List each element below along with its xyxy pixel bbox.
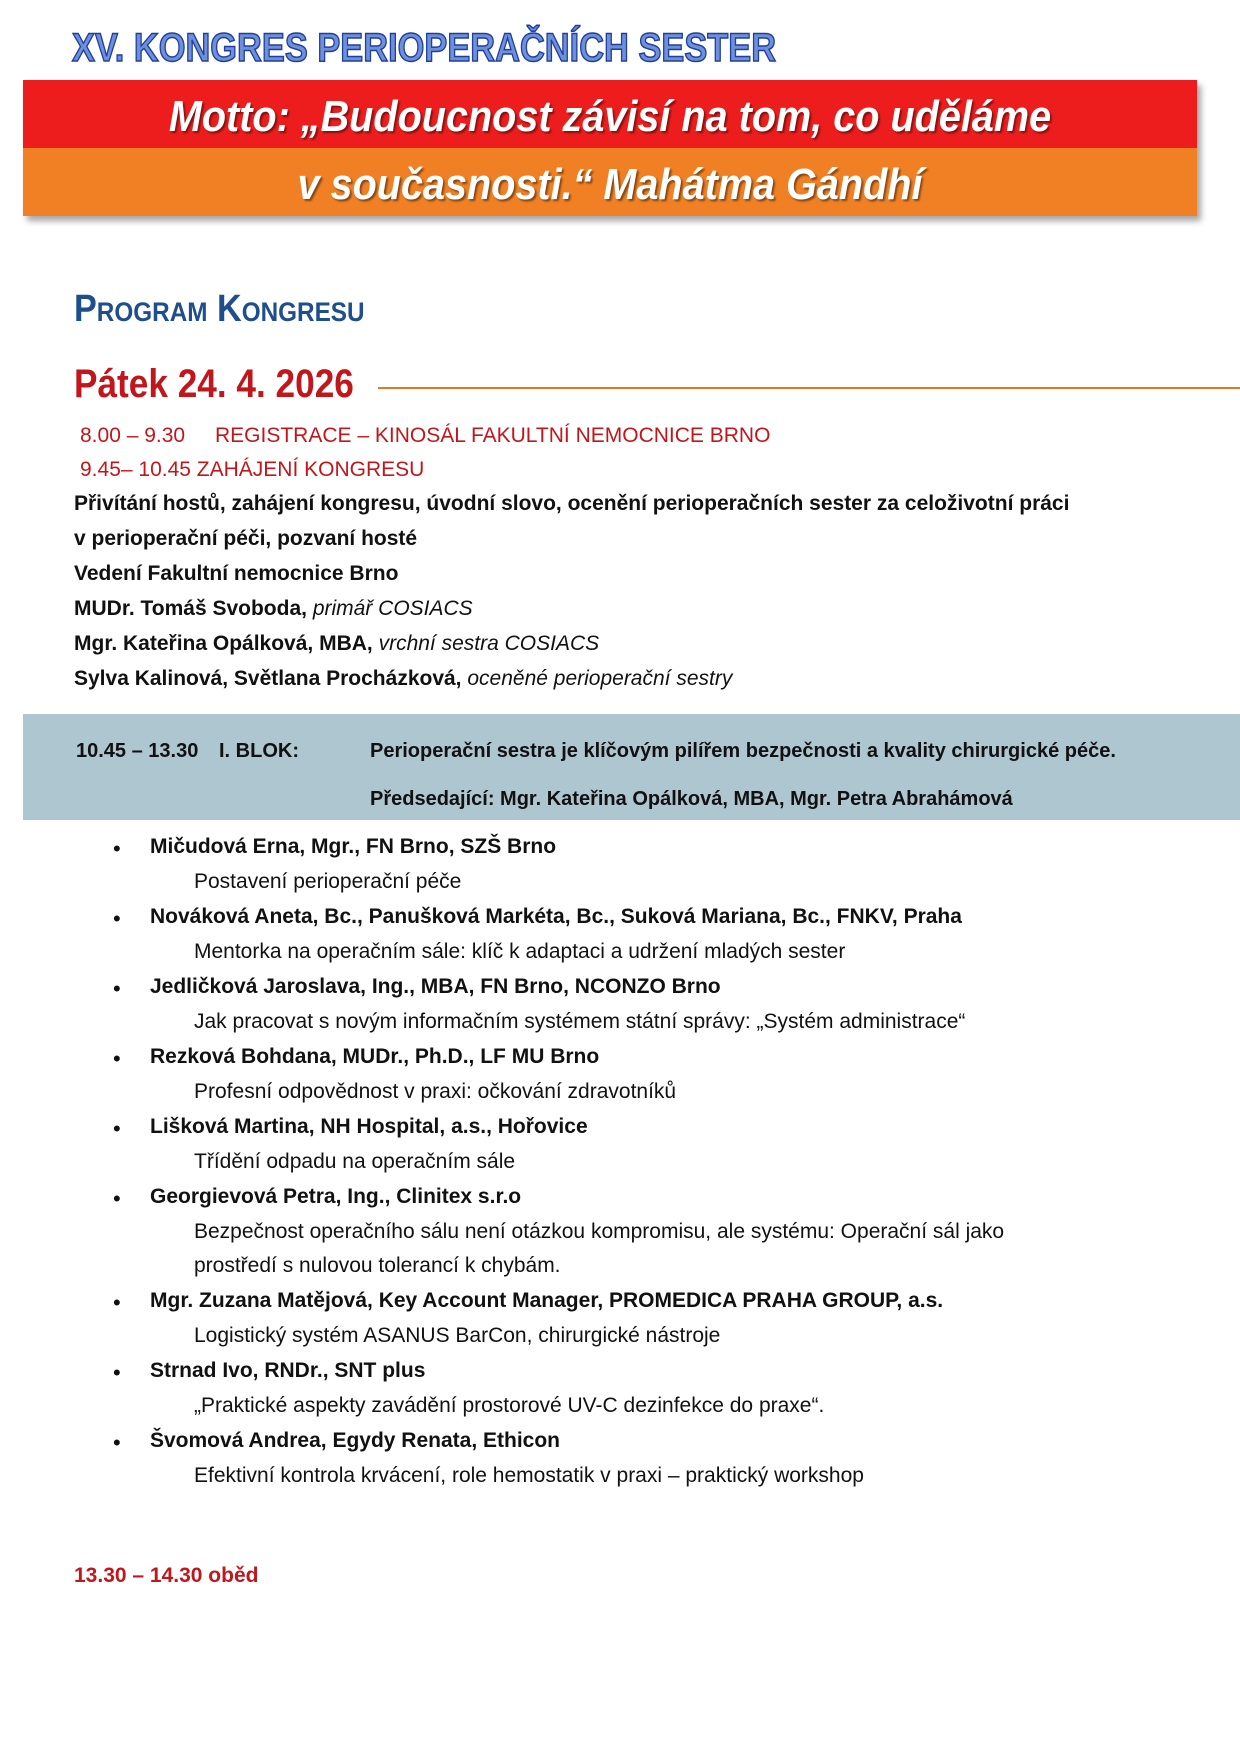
block-time: 10.45 – 13.30	[76, 740, 199, 762]
guest-name: MUDr. Tomáš Svoboda,	[74, 597, 307, 620]
talk-speaker: Georgievová Petra, Ing., Clinitex s.r.o	[150, 1185, 522, 1208]
talk-title: Efektivní kontrola krvácení, role hemostatik v praxi – praktický workshop	[194, 1464, 864, 1487]
list-bullet: •	[113, 1360, 121, 1385]
block-chairs: Předsedající: Mgr. Kateřina Opálková, MBA, Mgr. Petra Abrahámová	[370, 788, 1013, 810]
talk-speaker: Mgr. Zuzana Matějová, Key Account Manager, PROMEDICA PRAHA GROUP, a.s.	[150, 1289, 944, 1312]
talk-title: „Praktické aspekty zavádění prostorové UV-C dezinfekce do praxe“.	[194, 1394, 825, 1417]
list-bullet: •	[113, 1430, 121, 1455]
registration-line	[80, 424, 770, 448]
guest-line	[74, 562, 398, 586]
guest-name: Mgr. Kateřina Opálková, MBA,	[74, 632, 373, 655]
talk-speaker: Nováková Aneta, Bc., Panušková Markéta, Bc., Suková Mariana, Bc., FNKV, Praha	[150, 905, 962, 928]
list-bullet: •	[113, 1046, 121, 1071]
opening-description-1: Přivítání hostů, zahájení kongresu, úvodní slovo, ocenění perioperačních sester za celoživotní práci	[74, 492, 1070, 515]
congress-title: XV. KONGRES PERIOPERAČNÍCH SESTER	[72, 26, 777, 70]
list-bullet: •	[113, 836, 121, 861]
program-heading: Program Kongresu	[74, 288, 365, 330]
talk-title: Třídění odpadu na operačním sále	[194, 1150, 516, 1173]
opening-line: 9.45– 10.45 ZAHÁJENÍ KONGRESU	[80, 458, 425, 481]
talk-title: Jak pracovat s novým informačním systémem státní správy: „Systém administrace“	[194, 1010, 966, 1033]
block-topic: Perioperační sestra je klíčovým pilířem bezpečnosti a kvality chirurgické péče.	[370, 740, 1116, 762]
list-bullet: •	[113, 1290, 121, 1315]
talk-speaker: Mičudová Erna, Mgr., FN Brno, SZŠ Brno	[150, 835, 557, 858]
guest-role: oceněné perioperační sestry	[461, 667, 733, 690]
guest-role: vrchní sestra COSIACS	[372, 632, 600, 655]
talk-title: Profesní odpovědnost v praxi: očkování zdravotníků	[194, 1080, 677, 1103]
talk-title: Postavení perioperační péče	[194, 870, 462, 893]
motto-banner	[23, 80, 1197, 216]
guest-name: Sylva Kalinová, Světlana Procházková,	[74, 667, 462, 690]
day-heading-divider	[378, 387, 1240, 389]
registration-time: 8.00 – 9.30	[80, 424, 186, 447]
talk-title-continued: prostředí s nulovou tolerancí k chybám.	[194, 1254, 561, 1277]
talk-title: Logistický systém ASANUS BarCon, chirurgické nástroje	[194, 1324, 721, 1347]
list-bullet: •	[113, 1186, 121, 1211]
guest-name: Vedení Fakultní nemocnice Brno	[74, 562, 399, 585]
talk-title: Bezpečnost operačního sálu není otázkou kompromisu, ale systému: Operační sál jako	[194, 1220, 1005, 1243]
talk-speaker: Švomová Andrea, Egydy Renata, Ethicon	[150, 1429, 560, 1452]
guest-line	[74, 667, 732, 691]
list-bullet: •	[113, 976, 121, 1001]
registration-text: REGISTRACE – KINOSÁL FAKULTNÍ NEMOCNICE BRNO	[215, 424, 771, 447]
guest-line	[74, 597, 473, 621]
block-label: I. BLOK:	[219, 740, 299, 762]
motto-line-2: v současnosti.“ Mahátma Gándhí	[297, 160, 923, 209]
motto-line-1: Motto: „Budoucnost závisí na tom, co uděláme	[168, 92, 1052, 141]
talk-speaker: Strnad Ivo, RNDr., SNT plus	[150, 1359, 426, 1382]
guest-role: primář COSIACS	[306, 597, 473, 620]
talk-speaker: Rezková Bohdana, MUDr., Ph.D., LF MU Brno	[150, 1045, 600, 1068]
list-bullet: •	[113, 1116, 121, 1141]
talk-speaker: Lišková Martina, NH Hospital, a.s., Hořovice	[150, 1115, 588, 1138]
day-heading: Pátek 24. 4. 2026	[74, 362, 354, 406]
talk-title: Mentorka na operačním sále: klíč k adaptaci a udržení mladých sester	[194, 940, 846, 963]
guest-line	[74, 632, 599, 656]
list-bullet: •	[113, 906, 121, 931]
lunch-break: 13.30 – 14.30 oběd	[74, 1564, 259, 1587]
talk-speaker: Jedličková Jaroslava, Ing., MBA, FN Brno, NCONZO Brno	[150, 975, 721, 998]
opening-description-2: v perioperační péči, pozvaní hosté	[74, 527, 418, 550]
